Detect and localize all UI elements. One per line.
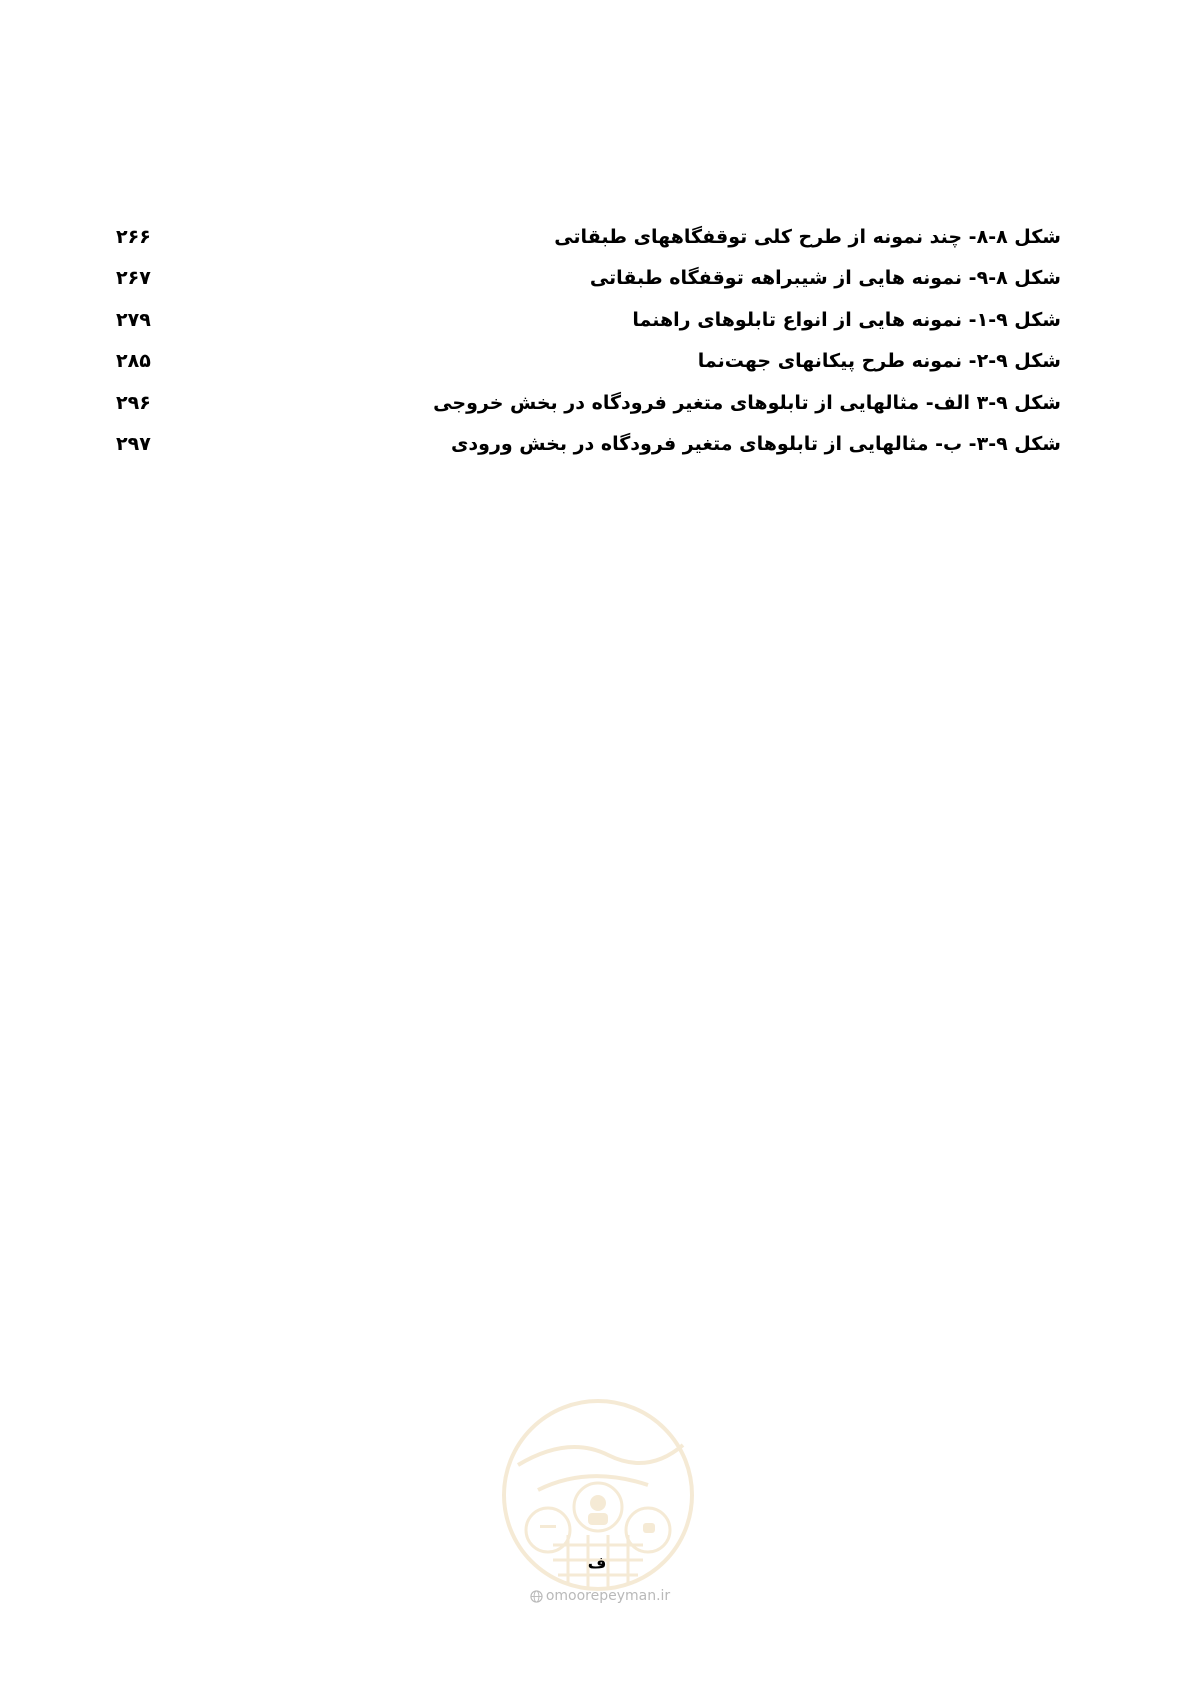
toc-row	[116, 382, 1061, 424]
toc-entry-page: ۲۹۶	[116, 391, 151, 414]
toc-row	[116, 299, 1061, 341]
toc-row	[116, 341, 1061, 383]
toc-entry-page: ۲۶۶	[116, 225, 151, 248]
site-url-text: omoorepeyman.ir	[545, 1588, 671, 1604]
toc-entry-title: شکل ۸-۹- نمونه هایی از شیبراهه توقفگاه طبقاتی	[589, 267, 1061, 290]
toc-entry-page: ۲۸۵	[116, 350, 151, 373]
page-number: ف	[587, 1553, 607, 1572]
toc-entry-page: ۲۷۹	[116, 308, 151, 331]
toc-entry-page: ۲۹۷	[116, 433, 151, 456]
toc-entry-title: شکل ۹-۳ الف- مثالهایی از تابلوهای متغیر فرودگاه در بخش خروجی	[433, 391, 1061, 414]
toc-row	[116, 216, 1061, 258]
toc-entry-page: ۲۶۷	[116, 267, 151, 290]
toc-entry-title: شکل ۸-۸- چند نمونه از طرح کلی توقفگاههای طبقاتی	[554, 225, 1061, 248]
toc-entry-title: شکل ۹-۲- نمونه طرح پیکانهای جهت‌نما	[697, 350, 1061, 373]
toc-entry-title: شکل ۹-۱- نمونه هایی از انواع تابلوهای راهنما	[632, 308, 1061, 331]
toc-row	[116, 258, 1061, 300]
table-of-figures	[116, 216, 1061, 465]
site-url	[515, 1588, 685, 1604]
toc-entry-title: شکل ۹-۳- ب- مثالهایی از تابلوهای متغیر فرودگاه در بخش ورودی	[450, 433, 1061, 456]
toc-row	[116, 424, 1061, 466]
globe-icon	[530, 1590, 543, 1603]
